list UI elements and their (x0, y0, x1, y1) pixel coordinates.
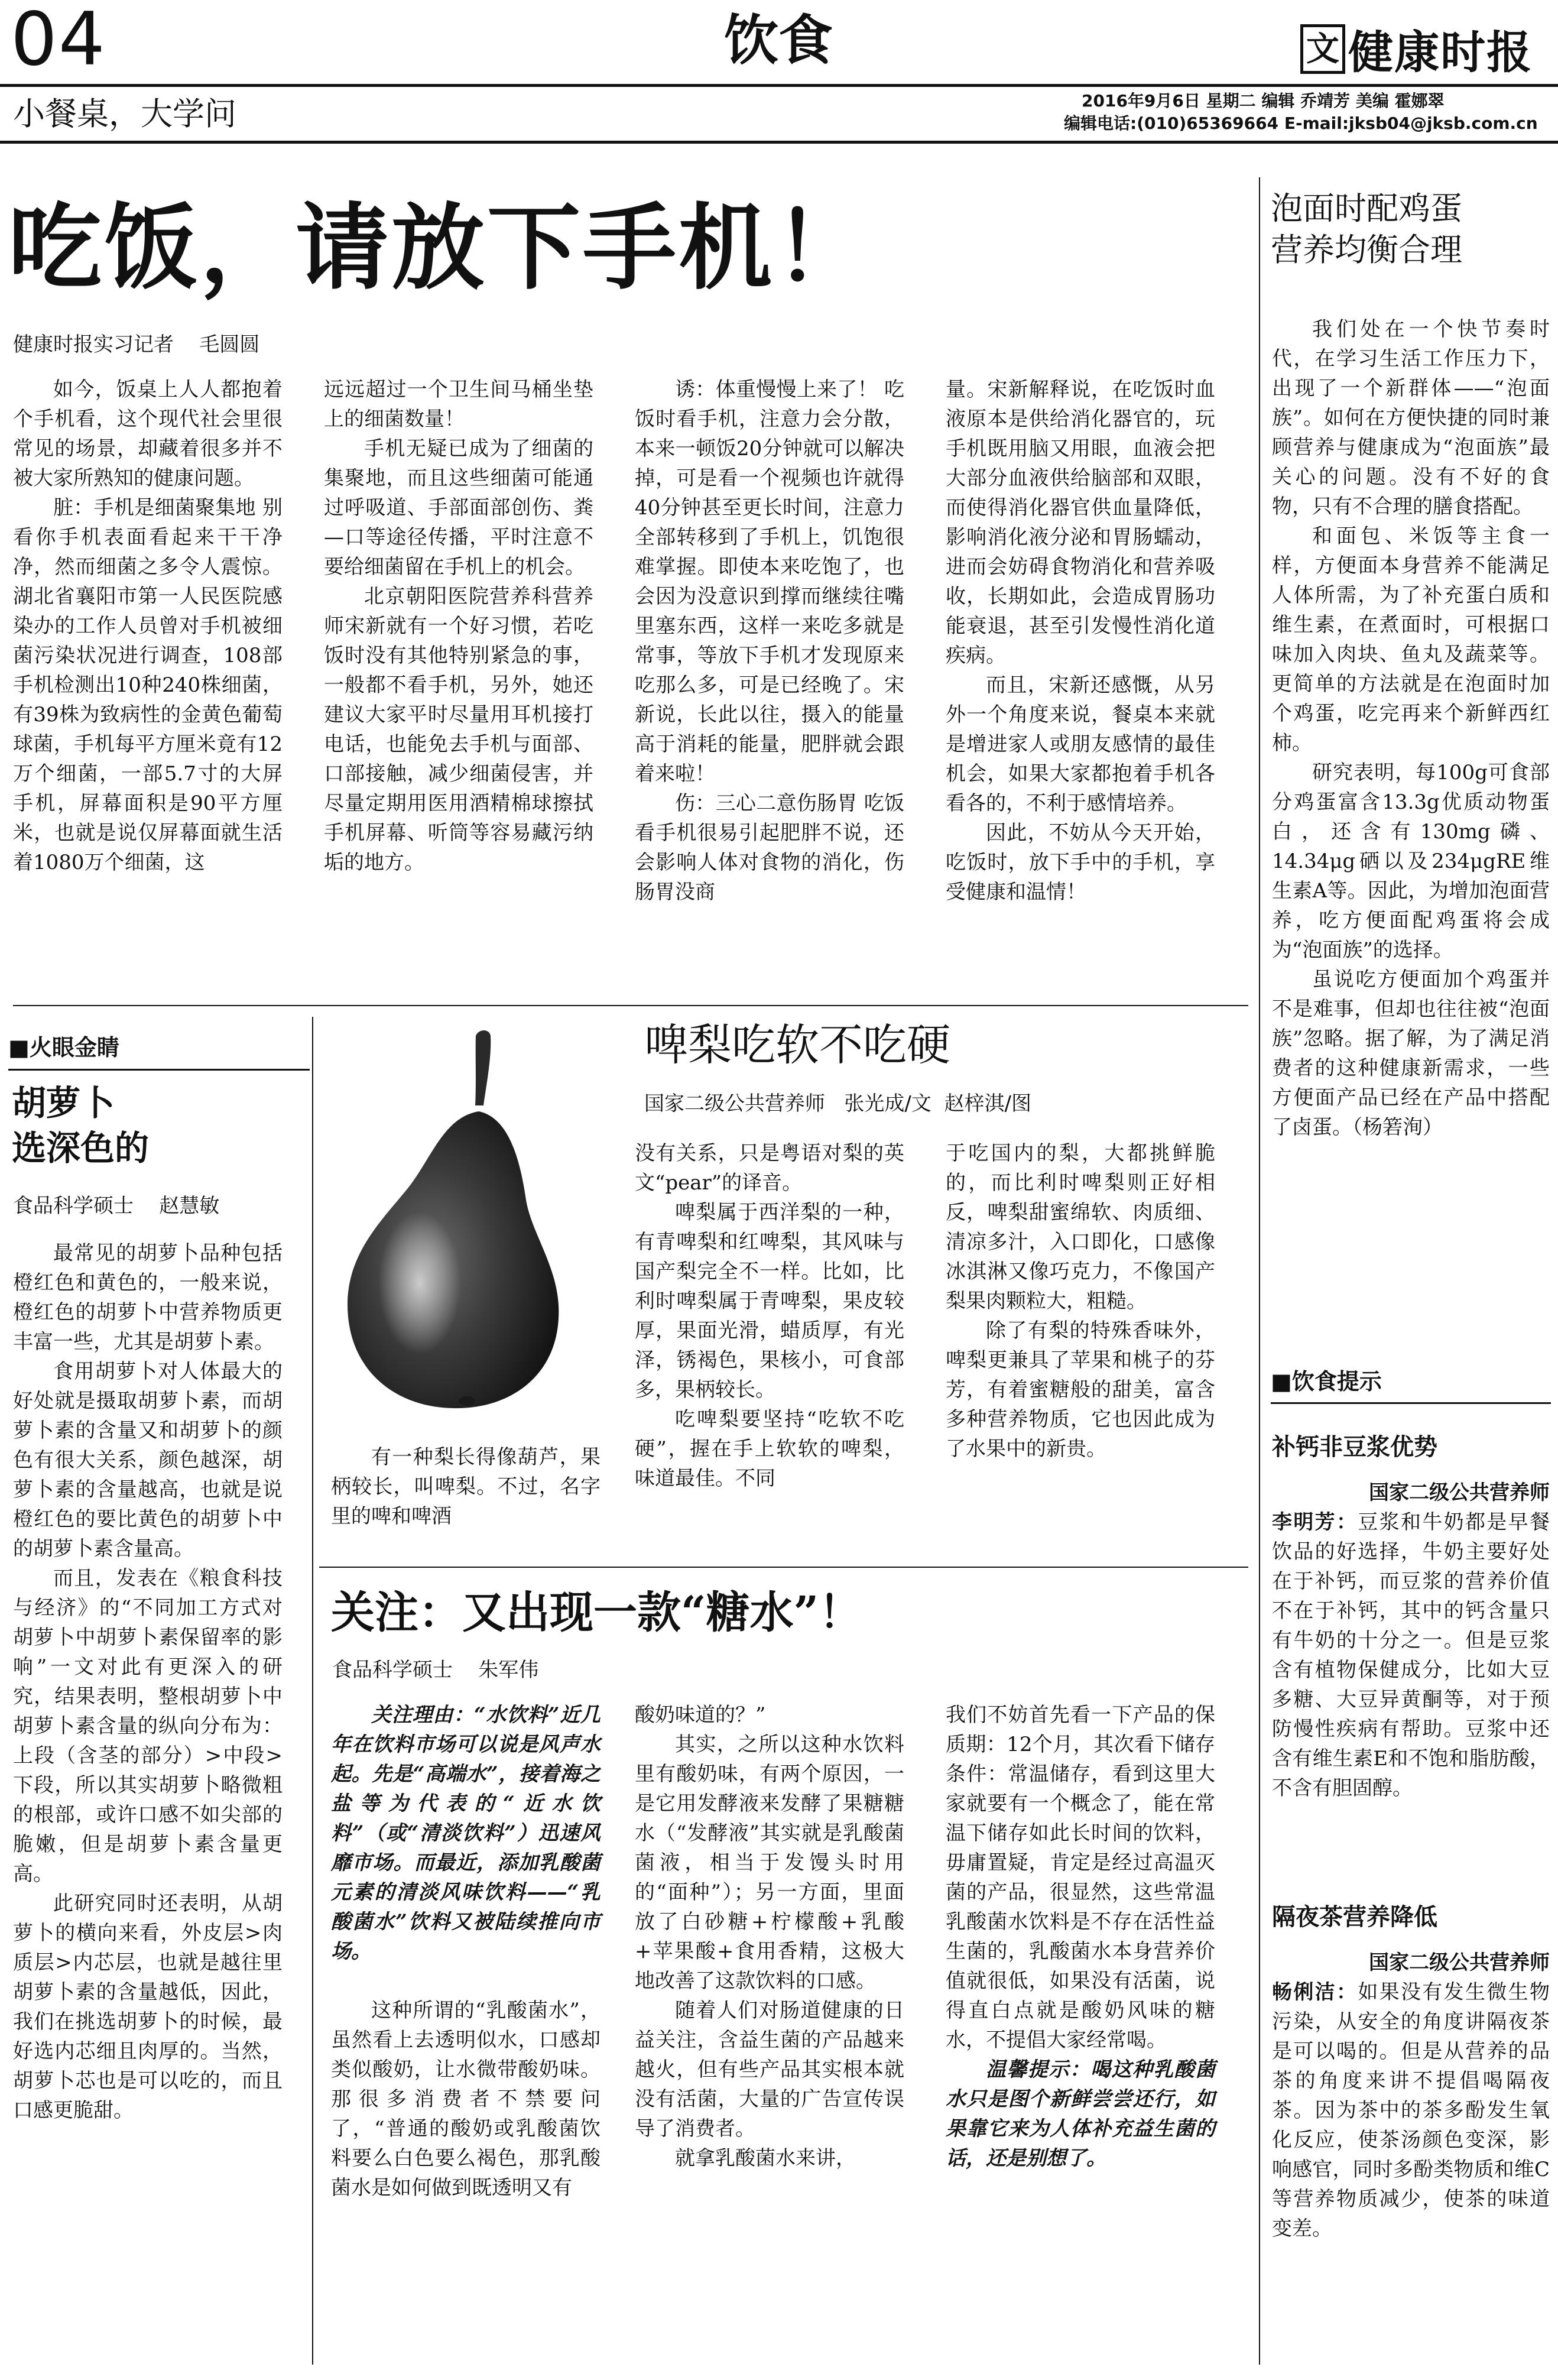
tip2-body (1272, 1948, 1550, 2243)
tip1-title: 补钙非豆浆优势 (1272, 1434, 1437, 1461)
paragraph: 和面包、米饭等主食一样，方便面本身营养不能满足人体所需，为了补充蛋白质和维生素，在煮面时，可根据口味加入肉块、鱼丸及蔬菜等。更简单的方法就是在泡面时加个鸡蛋，吃完再来个新鲜西红柿。 (1272, 524, 1550, 755)
noodle-body (1272, 314, 1550, 1142)
masthead-rule (0, 84, 1558, 87)
pear-caption: 有一种梨长得像葫芦，果柄较长，叫啤梨。不过，名字里的啤和啤酒 (331, 1445, 601, 1528)
paragraph: 我们不妨首先看一下产品的保质期：12个月，其次看下储存条件：常温储存，看到这里大家就要有一个概念了，能在常温下储存如此长时间的饮料，毋庸置疑，肯定是经过高温灭菌的产品，很显然，这些常温乳酸菌水饮料是不存在活性益生菌的，乳酸菌水本身营养价值就很低，如果没有活菌，说得直白点就是酸奶风味的糖水，不提倡大家经常喝。 (946, 1703, 1215, 2052)
lead-byline: 健康时报实习记者 毛圆圆 (13, 333, 260, 356)
paragraph (1272, 1977, 1550, 2243)
drink-column-2 (635, 1700, 904, 2173)
pear-bottom-rule (319, 1567, 1248, 1568)
paragraph: 酸奶味道的？” (635, 1703, 766, 1727)
drink-byline: 食品科学硕士 朱军伟 (332, 1658, 539, 1682)
tip1-byline: 国家二级公共营养师 (1369, 1481, 1550, 1504)
paragraph: 而且，发表在《粮食科技与经济》的“不同加工方式对胡萝卜中胡萝卜素保留率的影响”一文对此有更深入的研究，结果表明，整根胡萝卜中胡萝卜素含量的纵向分布为：上段（含茎的部分）>中段>下段，所以其实胡萝卜略微粗的根部，或许口感不如尖部的脆嫩，但是胡萝卜素含量更高。 (13, 1567, 283, 1886)
section-title: 饮食 (724, 8, 833, 72)
paragraph: 食用胡萝卜对人体最大的好处就是摄取胡萝卜素，而胡萝卜素的含量又和胡萝卜的颜色有很大关系，颜色越深，胡萝卜素的含量越高，也就是说橙红色的要比黄色的胡萝卜中的胡萝卜素含量高。 (13, 1360, 283, 1561)
drink-column-1 (331, 1700, 601, 2203)
tip2-byline: 国家二级公共营养师 (1369, 1951, 1550, 1974)
drink-tip-label: 温馨提示： (986, 2058, 1090, 2081)
paragraph: 脏：手机是细菌聚集地 别看你手机表面看起来干干净净，然而细菌之多令人震惊。湖北省襄阳市第一人民医院感染办的工作人员曾对手机被细菌污染状况进行调查，108部手机检测出10种240株细菌，有39株为致病性的金黄色葡萄球菌，手机每平方厘米竟有12万个细菌，一部5.7寸的大屏手机，屏幕面积是90平方厘米，也就是说仅屏幕面就生活着1080万个细菌，这 (13, 496, 283, 874)
paragraph: 随着人们对肠道健康的日益关注，含益生菌的产品越来越火，但有些产品其实根本就没有活菌，大量的广告宣传误导了消费者。 (635, 1999, 904, 2141)
paragraph: 此研究同时还表明，从胡萝卜的横向来看，外皮层>肉质层>内芯层，也就是越往里胡萝卜素的含量越低，因此，我们在挑选胡萝卜的时候，最好选内芯细且肉厚的。当然，胡萝卜芯也是可以吃的，而且口感更脆甜。 (13, 1892, 283, 2122)
tip2-author: 畅俐洁： (1272, 1980, 1358, 2004)
paragraph: 而且，宋新还感慨，从另外一个角度来说，餐桌本来就是增进家人或朋友感情的最佳机会，如果大家都抱着手机各看各的，不利于感情培养。 (946, 673, 1215, 815)
logo-mark-icon: 文 (1300, 24, 1345, 74)
paragraph: 北京朝阳医院营养科营养师宋新就有一个好习惯，若吃饭时没有其他特别紧急的事，一般都不看手机，另外，她还建议大家平时尽量用耳机接打电话，也能免去手机与面部、口部接触，减少细菌侵害，并尽量定期用医用酒精棉球擦拭手机屏幕、听筒等容易藏污纳垢的地方。 (324, 585, 593, 874)
drink-column-3 (946, 1700, 1215, 2173)
lead-column-2 (324, 375, 593, 877)
tips-column-tag: ■饮食提示 (1271, 1369, 1382, 1395)
headline-line: 选深色的 (12, 1128, 150, 1168)
paragraph: 如今，饭桌上人人都抱着个手机看，这个现代社会里很常见的场景，却藏着很多并不被大家所熟知的健康问题。 (13, 378, 283, 490)
tip2-title: 隔夜茶营养降低 (1272, 1904, 1437, 1931)
carrot-tag-rule (8, 1069, 310, 1071)
paragraph: 这种所谓的“乳酸菌水”，虽然看上去透明似水，口感却类似酸奶，让水微带酸奶味。那很多消费者不禁要问了，“普通的酸奶或乳酸菌饮料要么白色要么褐色，那乳酸菌水是如何做到既透明又有 (331, 1999, 601, 2200)
pear-illustration-icon (331, 1023, 579, 1425)
carrot-byline: 食品科学硕士 赵慧敏 (13, 1194, 220, 1218)
paragraph: 虽说吃方便面加个鸡蛋并不是难事，但却也往往被“泡面族”忽略。据了解，为了满足消费者的这种健康新需求，一些方便面产品已经在产品中搭配了卤蛋。（杨箬洵） (1272, 968, 1550, 1139)
paragraph: 啤梨属于西洋梨的一种，有青啤梨和红啤梨，其风味与国产梨完全不一样。比如，比利时啤梨属于青啤梨，果皮较厚，果面光滑，蜡质厚，有光泽，锈褐色，果核小，可食部多，果柄较长。 (635, 1201, 904, 1402)
paragraph: 我们处在一个快节奏时代，在学习生活工作压力下，出现了一个新群体——“泡面族”。如何在方便快捷的同时兼顾营养与健康成为“泡面族”最关心的问题。没有不好的食物，只有不合理的膳食搭配。 (1272, 317, 1550, 518)
carrot-body (13, 1238, 283, 2125)
paragraph: 除了有梨的特殊香味外，啤梨更兼具了苹果和桃子的芬芳，有着蜜糖般的甜美，富含多种营养物质，它也因此成为了水果中的新贵。 (946, 1319, 1215, 1461)
lead-headline: 吃饭，请放下手机！ (8, 193, 870, 303)
drink-tip-text: 喝这种乳酸菌水只是图个新鲜尝尝还行，如果靠它来为人体补充益生菌的话，还是别想了。 (946, 2058, 1215, 2170)
paragraph: 吃啤梨要坚持“吃软不吃硬”，握在手上软软的啤梨，味道最佳。不同 (635, 1408, 904, 1490)
carrot-headline (12, 1081, 149, 1170)
right-column-rule (1259, 177, 1260, 2365)
pear-column-1 (635, 1139, 904, 1493)
paper-name: 健康时报 (1348, 26, 1533, 79)
tip1-body (1272, 1478, 1550, 1803)
pear-byline: 国家二级公共营养师 张光成/文 赵梓淇/图 (644, 1092, 1031, 1116)
headline-line: 泡面时配鸡蛋 (1271, 190, 1462, 227)
paragraph: 最常见的胡萝卜品种包括橙红色和黄色的，一般来说，橙红色的胡萝卜中营养物质更丰富一些，尤其是胡萝卜素。 (13, 1241, 283, 1354)
subhead-rule (0, 141, 1558, 144)
lead-column-3 (635, 375, 904, 907)
tip1-text: 豆浆和牛奶都是早餐饮品的好选择，牛奶主要好处在于补钙，而豆浆的营养价值不在于补钙，其中的钙含量只有牛奶的十分之一。但是豆浆含有植物保健成分，比如大豆多糖、大豆异黄酮等，对于预防慢性疾病有帮助。豆浆中还含有维生素E和不饱和脂肪酸，不含有胆固醇。 (1272, 1510, 1550, 1800)
paragraph (1272, 1507, 1550, 1803)
lead-column-1 (13, 375, 283, 877)
headline-line: 胡萝卜 (12, 1083, 115, 1123)
paragraph: 其实，之所以这种水饮料里有酸奶味，有两个原因，一是它用发酵液来发酵了果糖糖水（“发酵液”其实就是乳酸菌菌液，相当于发馒头时用的“面种”）；另一方面，里面放了白砂糖+柠檬酸+乳酸+苹果酸+食用香精，这极大地改善了这款饮料的口感。 (635, 1733, 904, 1993)
lead-column-4 (946, 375, 1215, 907)
paragraph: 就拿乳酸菌水来讲， (675, 2146, 856, 2170)
lead-bottom-rule (13, 1005, 1248, 1006)
paragraph: 于吃国内的梨，大都挑鲜脆的，而比利时啤梨则正好相反，啤梨甜蜜绵软、肉质细、清凉多汁，入口即化，口感像冰淇淋又像巧克力，不像国产梨果肉颗粒大，粗糙。 (946, 1142, 1215, 1313)
carrot-side-rule (312, 1017, 313, 2365)
paragraph: 伤：三心二意伤肠胃 吃饭看手机很易引起肥胖不说，还会影响人体对食物的消化，伤肠胃没商 (635, 792, 904, 904)
page-number: 04 (11, 0, 106, 82)
paragraph: 远远超过一个卫生间马桶坐垫上的细菌数量！ (324, 378, 593, 431)
headline-line: 营养均衡合理 (1271, 231, 1462, 268)
date-line: 2016年9月6日 星期二 编辑 乔靖芳 美编 霍娜翠 (1082, 91, 1445, 111)
paragraph: 诱：体重慢慢上来了！ 吃饭时看手机，注意力会分散，本来一顿饭20分钟就可以解决掉，可是看一个视频也许就得40分钟甚至更长时间，注意力全部转移到了手机上，饥饱很难掌握。即使本来吃饱了，也会因为没意识到撑而继续往嘴里塞东西，这样一来吃多就是常事，等放下手机才发现原来吃那么多，可是已经晚了。宋新说，长此以往，摄入的能量高于消耗的能量，肥胖就会跟着来啦！ (635, 378, 904, 786)
drink-lead-text: “水饮料”近几年在饮料市场可以说是风声水起。先是“高端水”，接着海之盐等为代表的“近水饮料”（或“清淡饮料”）迅速风靡市场。而最近，添加乳酸菌元素的清淡风味饮料——“乳酸菌水”饮料又被陆续推向市场。 (331, 1703, 601, 1963)
paragraph: 没有关系，只是粤语对梨的英文“pear”的译音。 (635, 1142, 904, 1195)
paper-logo (1300, 17, 1533, 79)
drink-tip (946, 2055, 1215, 2173)
pear-image (331, 1023, 579, 1425)
paragraph: 因此，不妨从今天开始，吃饭时，放下手中的手机，享受健康和温情！ (946, 821, 1215, 904)
drink-lead-label: 关注理由： (371, 1703, 475, 1727)
paragraph: 研究表明，每100g可食部分鸡蛋富含13.3g优质动物蛋白，还含有130mg磷、14.34μg硒以及234μgRE维生素A等。因此，为增加泡面营养，吃方便面配鸡蛋将会成为“泡面族”的选择。 (1272, 761, 1550, 962)
column-title: 小餐桌，大学问 (13, 95, 236, 132)
carrot-column-tag: ■火眼金睛 (8, 1035, 119, 1061)
tip2-text: 如果没有发生微生物污染，从安全的角度讲隔夜茶是可以喝的。但是从营养的品茶的角度来讲不提倡喝隔夜茶。因为茶中的茶多酚发生氧化反应，使茶汤颜色变深，影响感官，同时多酚类物质和维C等营养物质减少，使茶的味道变差。 (1272, 1980, 1550, 2240)
contact-line: 编辑电话:(010)65369664 E-mail:jksb04@jksb.com.cn (1064, 114, 1538, 133)
paragraph: 手机无疑已成为了细菌的集聚地，而且这些细菌可能通过呼吸道、手部面部创伤、粪—口等途径传播，平时注意不要给细菌留在手机上的机会。 (324, 437, 593, 579)
tips-tag-rule (1271, 1402, 1551, 1404)
drink-headline: 关注：又出现一款“糖水”！ (331, 1587, 863, 1638)
pear-headline: 啤梨吃软不吃硬 (644, 1020, 950, 1071)
drink-lead-paragraph (331, 1700, 601, 1966)
tip1-author: 李明芳： (1272, 1510, 1358, 1534)
paragraph: 量。宋新解释说，在吃饭时血液原本是供给消化器官的，玩手机既用脑又用眼，血液会把大部分血液供给脑部和双眼，而使得消化器官供血量降低，影响消化液分泌和胃肠蠕动，进而会妨碍食物消化和营养吸收，长期如此，会造成胃肠功能衰退，甚至引发慢性消化道疾病。 (946, 378, 1215, 667)
noodle-headline (1271, 188, 1462, 271)
pear-column-2 (946, 1139, 1215, 1464)
